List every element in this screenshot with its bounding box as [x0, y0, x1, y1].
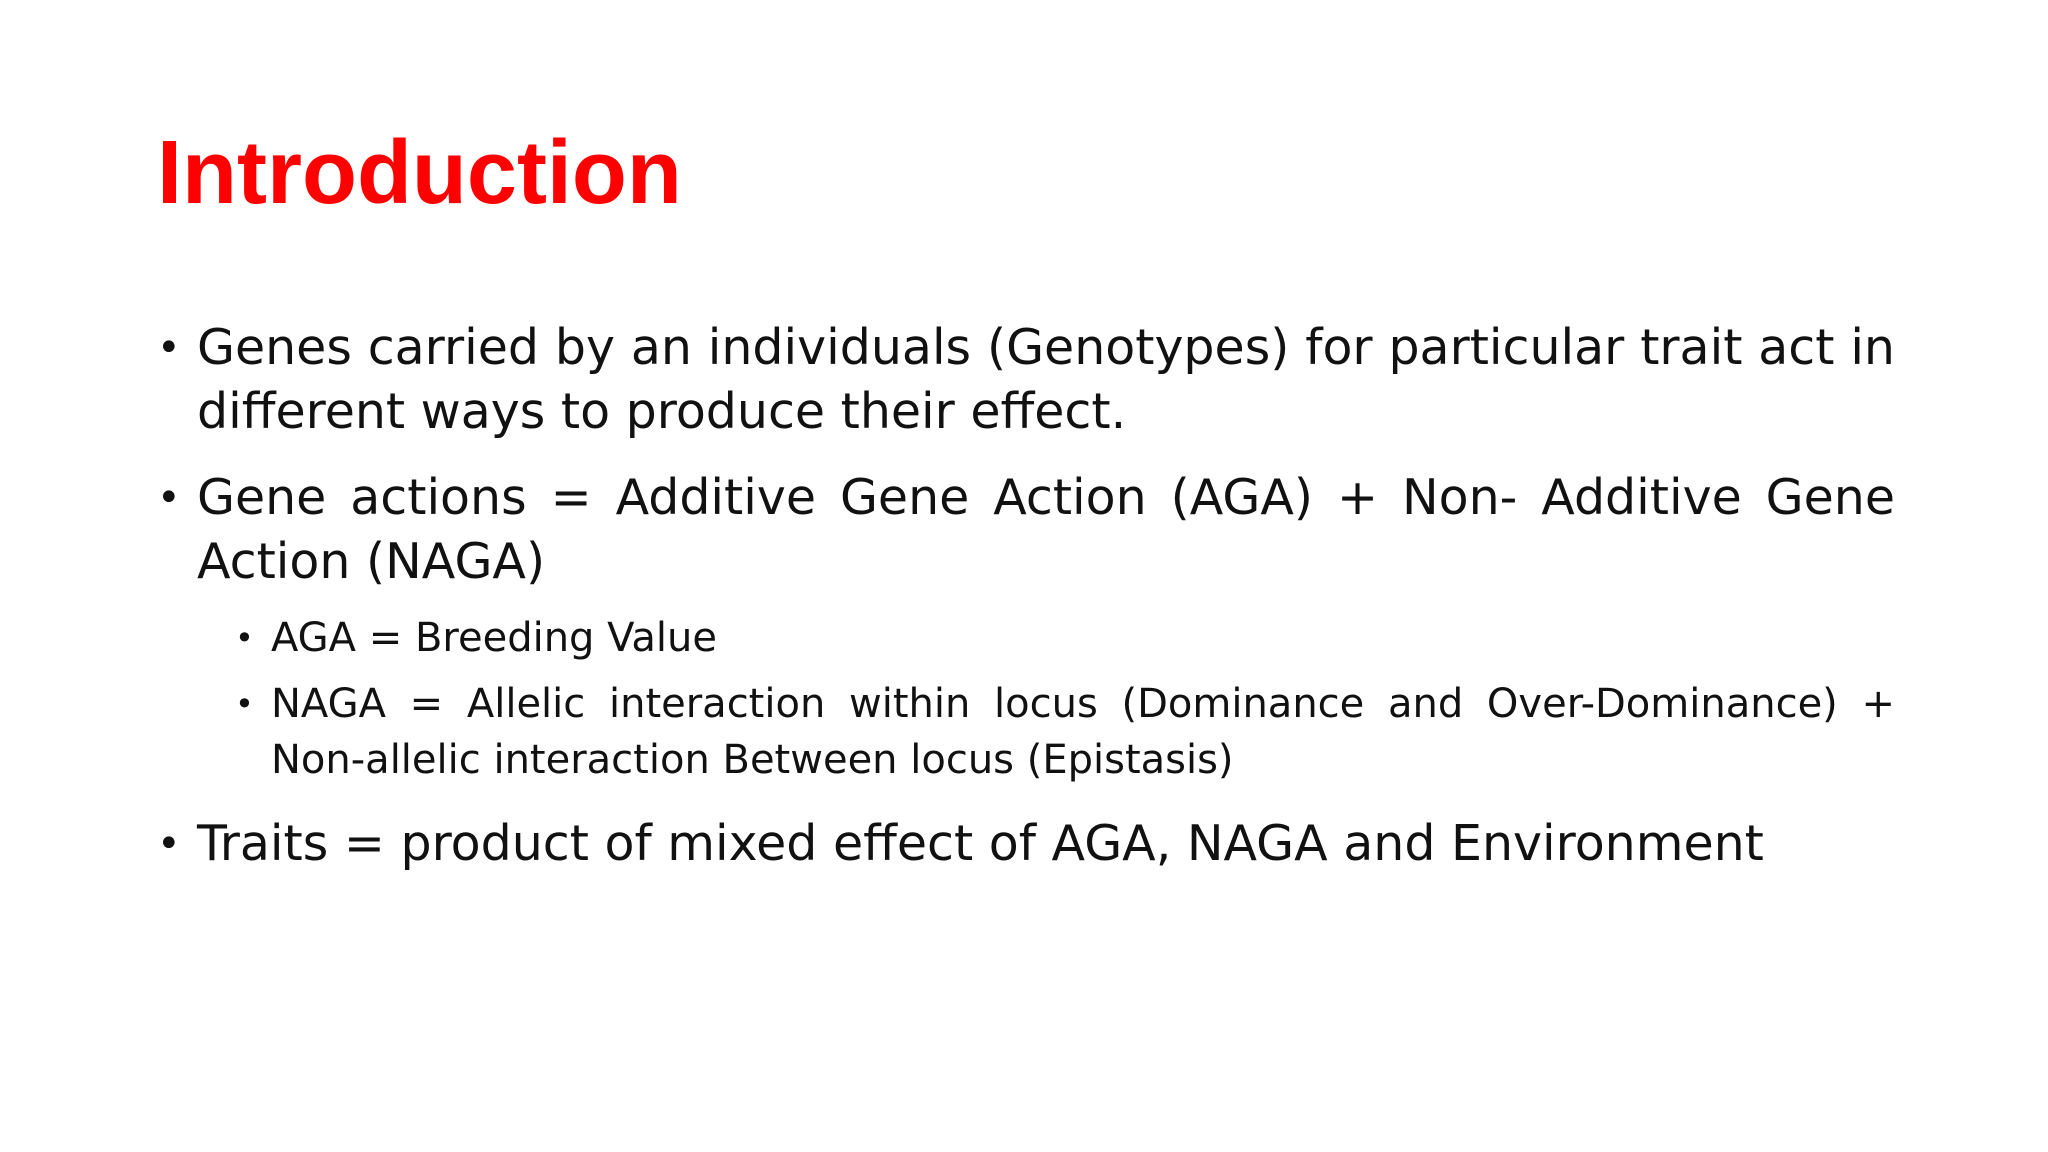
sub-bullet-item-naga — [235, 676, 1895, 788]
sub-bullet-icon: • — [235, 685, 254, 723]
bullet-icon: • — [157, 475, 181, 521]
bullet-item-traits — [157, 812, 1895, 876]
bullet-item-genes — [157, 316, 1895, 444]
sub-bullet-text-naga: NAGA = Allelic interaction within locus (Dominance and Over-Dominance) + Non-allelic interaction Between locus (Epistasis) — [271, 681, 1895, 783]
bullet-item-gene-actions — [157, 466, 1895, 594]
bullet-text-genes: Genes carried by an individuals (Genotypes) for particular trait act in different ways to produce their effect. — [197, 319, 1895, 440]
slide-title: Introduction — [157, 123, 682, 223]
sub-bullet-item-aga — [235, 610, 1895, 666]
bullet-list — [157, 316, 1895, 876]
bullet-icon: • — [157, 325, 181, 371]
bullet-text-gene-actions: Gene actions = Additive Gene Action (AGA) + Non- Additive Gene Action (NAGA) — [197, 469, 1895, 590]
sub-bullet-text-aga: AGA = Breeding Value — [271, 615, 717, 661]
bullet-text-traits: Traits = product of mixed effect of AGA, NAGA and Environment — [197, 815, 1764, 872]
bullet-icon: • — [157, 821, 181, 867]
sub-bullet-icon: • — [235, 619, 254, 657]
